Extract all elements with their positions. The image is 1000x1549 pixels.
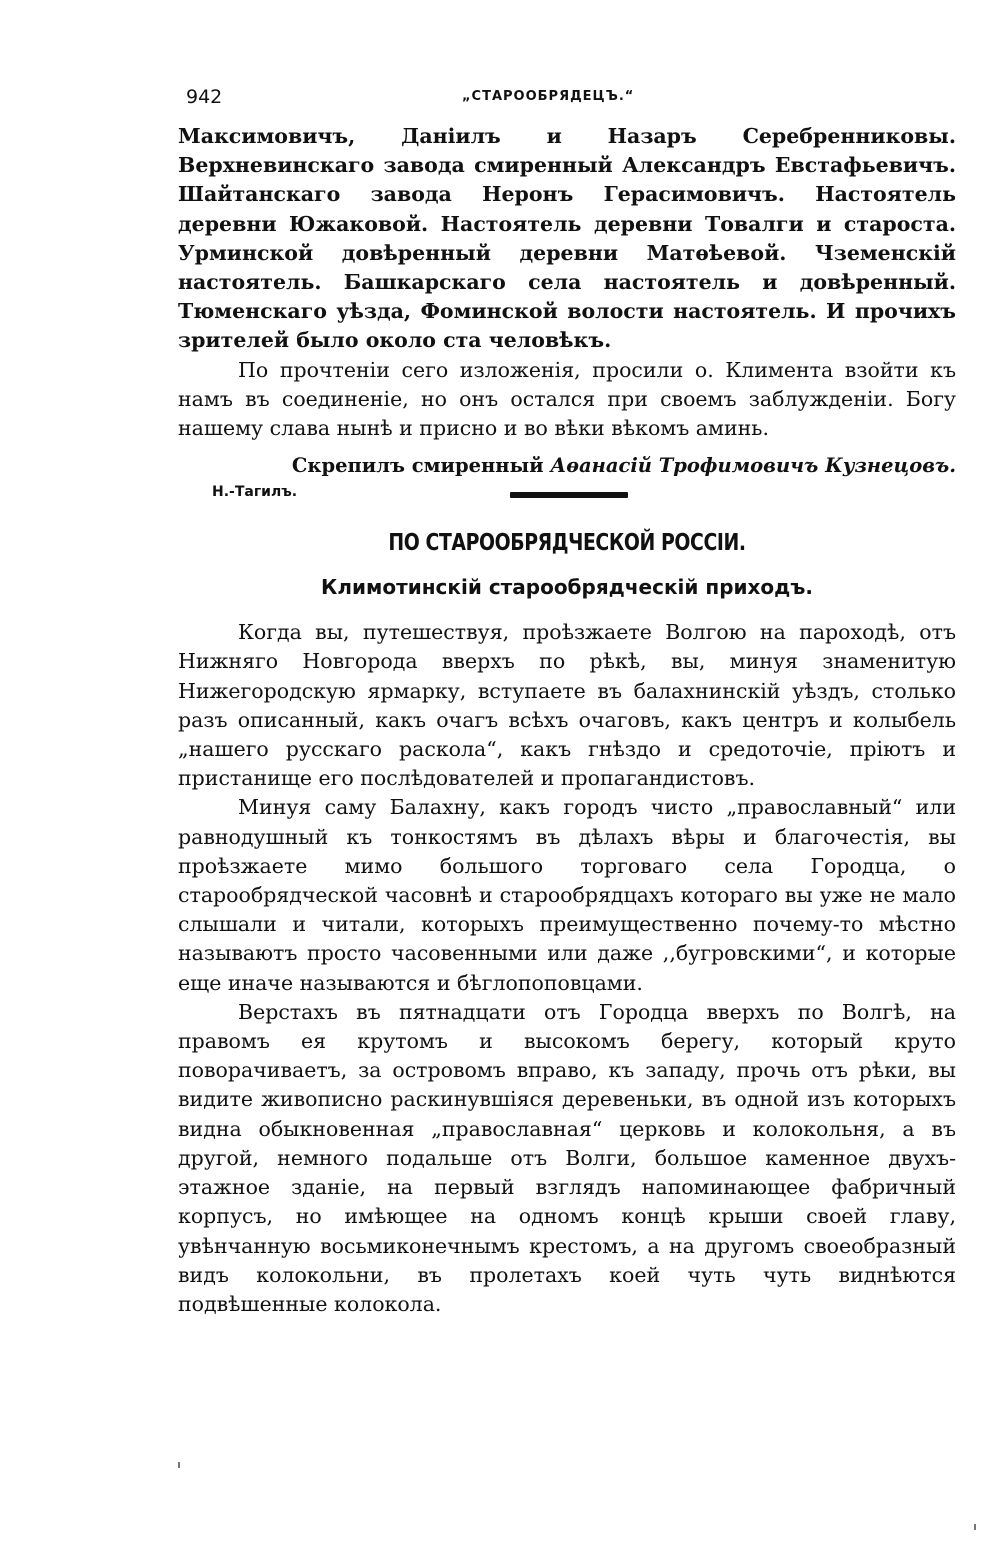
page-number: 942 (186, 86, 223, 108)
body-paragraph: Минуя саму Балахну, какъ городъ чисто „православный“ или равнодушный къ тонкостямъ въ дѣлахъ вѣры и благочестія, вы проѣзжаете мимо большого торговаго села Городца, о старообрядческой часовнѣ и старообрядцахъ котораго вы уже не мало слышали и читали, которыхъ преимущественно почему-то мѣстно называютъ просто часовенными или даже ,,бугровскими“, и которые еще иначе называются и бѣглопоповцами. (178, 795, 956, 995)
signature-prefix: Скрепилъ смиренный (291, 454, 544, 478)
body-paragraph: Максимовичъ, Даніилъ и Назаръ Серебренниковы. Верхневинскаго завода смиренный Александръ Евстафьевичъ. Шайтанскаго завода Неронъ Герасимовичъ. Настоятель деревни Южаковой. Настоятель деревни Товалги и староста. Урминской довѣренный деревни Матѳѣевой. Чземенскій настоятель. Башкарскаго села настоятель и довѣренный. Тюменскаго уѣзда, Фоминской волости настоятель. И прочихъ зрителей было около ста человѣкъ. (178, 124, 956, 353)
section-subtitle: Климотинскій старообрядческій приходъ. (321, 575, 813, 600)
body-paragraph: Когда вы, путешествуя, проѣзжаете Волгою на пароходѣ, отъ Нижняго Новгорода вверхъ по рѣкѣ, вы, минуя знаменитую Нижегородскую ярмарку, вступаете въ балахнинскій уѣздъ, столько разъ описанный, какъ очагъ всѣхъ очаговъ, какъ центръ и колыбель „нашего русскаго раскола“, какъ гнѣздо и средоточіе, пріютъ и пристанище его послѣдователей и пропагандистовъ. (178, 620, 956, 791)
scan-speck (974, 1524, 976, 1530)
body-paragraph: По прочтеніи сего изложенія, просили о. Климента взойти къ намъ въ соединеніе, но онъ остался при своемъ заблужденіи. Богу нашему слава нынѣ и присно и во вѣки вѣкомъ аминь. (178, 357, 956, 441)
book-page (178, 86, 956, 1319)
journal-title: „СТАРООБРЯДЕЦЪ.“ (462, 89, 635, 104)
section-divider (510, 492, 628, 498)
section-title: ПО СТАРООБРЯДЧЕСКОЙ РОССІИ. (388, 530, 746, 557)
signature-name: Аѳанасій Трофимовичъ Кузнецовъ. (550, 454, 956, 478)
running-head (178, 86, 956, 118)
place-name: Н.-Тагилъ. (212, 484, 298, 501)
scan-speck (178, 1462, 180, 1468)
place-row (178, 480, 956, 510)
signature (178, 451, 956, 480)
body-paragraph: Верстахъ въ пятнадцати отъ Городца вверхъ по Волгѣ, на правомъ ея крутомъ и высокомъ берегу, который круто поворачиваетъ, за островомъ вправо, къ западу, прочь отъ рѣки, вы видите живописно раскинувшіяся деревеньки, въ одной изъ которыхъ видна обыкновенная „православная“ церковь и колокольня, а въ другой, немного подальше отъ Волги, большое каменное двухъ-этажное зданіе, на первый взглядъ напоминающее фабричный корпусъ, но имѣющее на одномъ концѣ крыши своей главу, увѣнчанную восьмиконечнымъ крестомъ, а на другомъ своеобразный видъ колокольни, въ пролетахъ коей чуть чуть виднѣются подвѣшенные колокола. (178, 999, 956, 1316)
